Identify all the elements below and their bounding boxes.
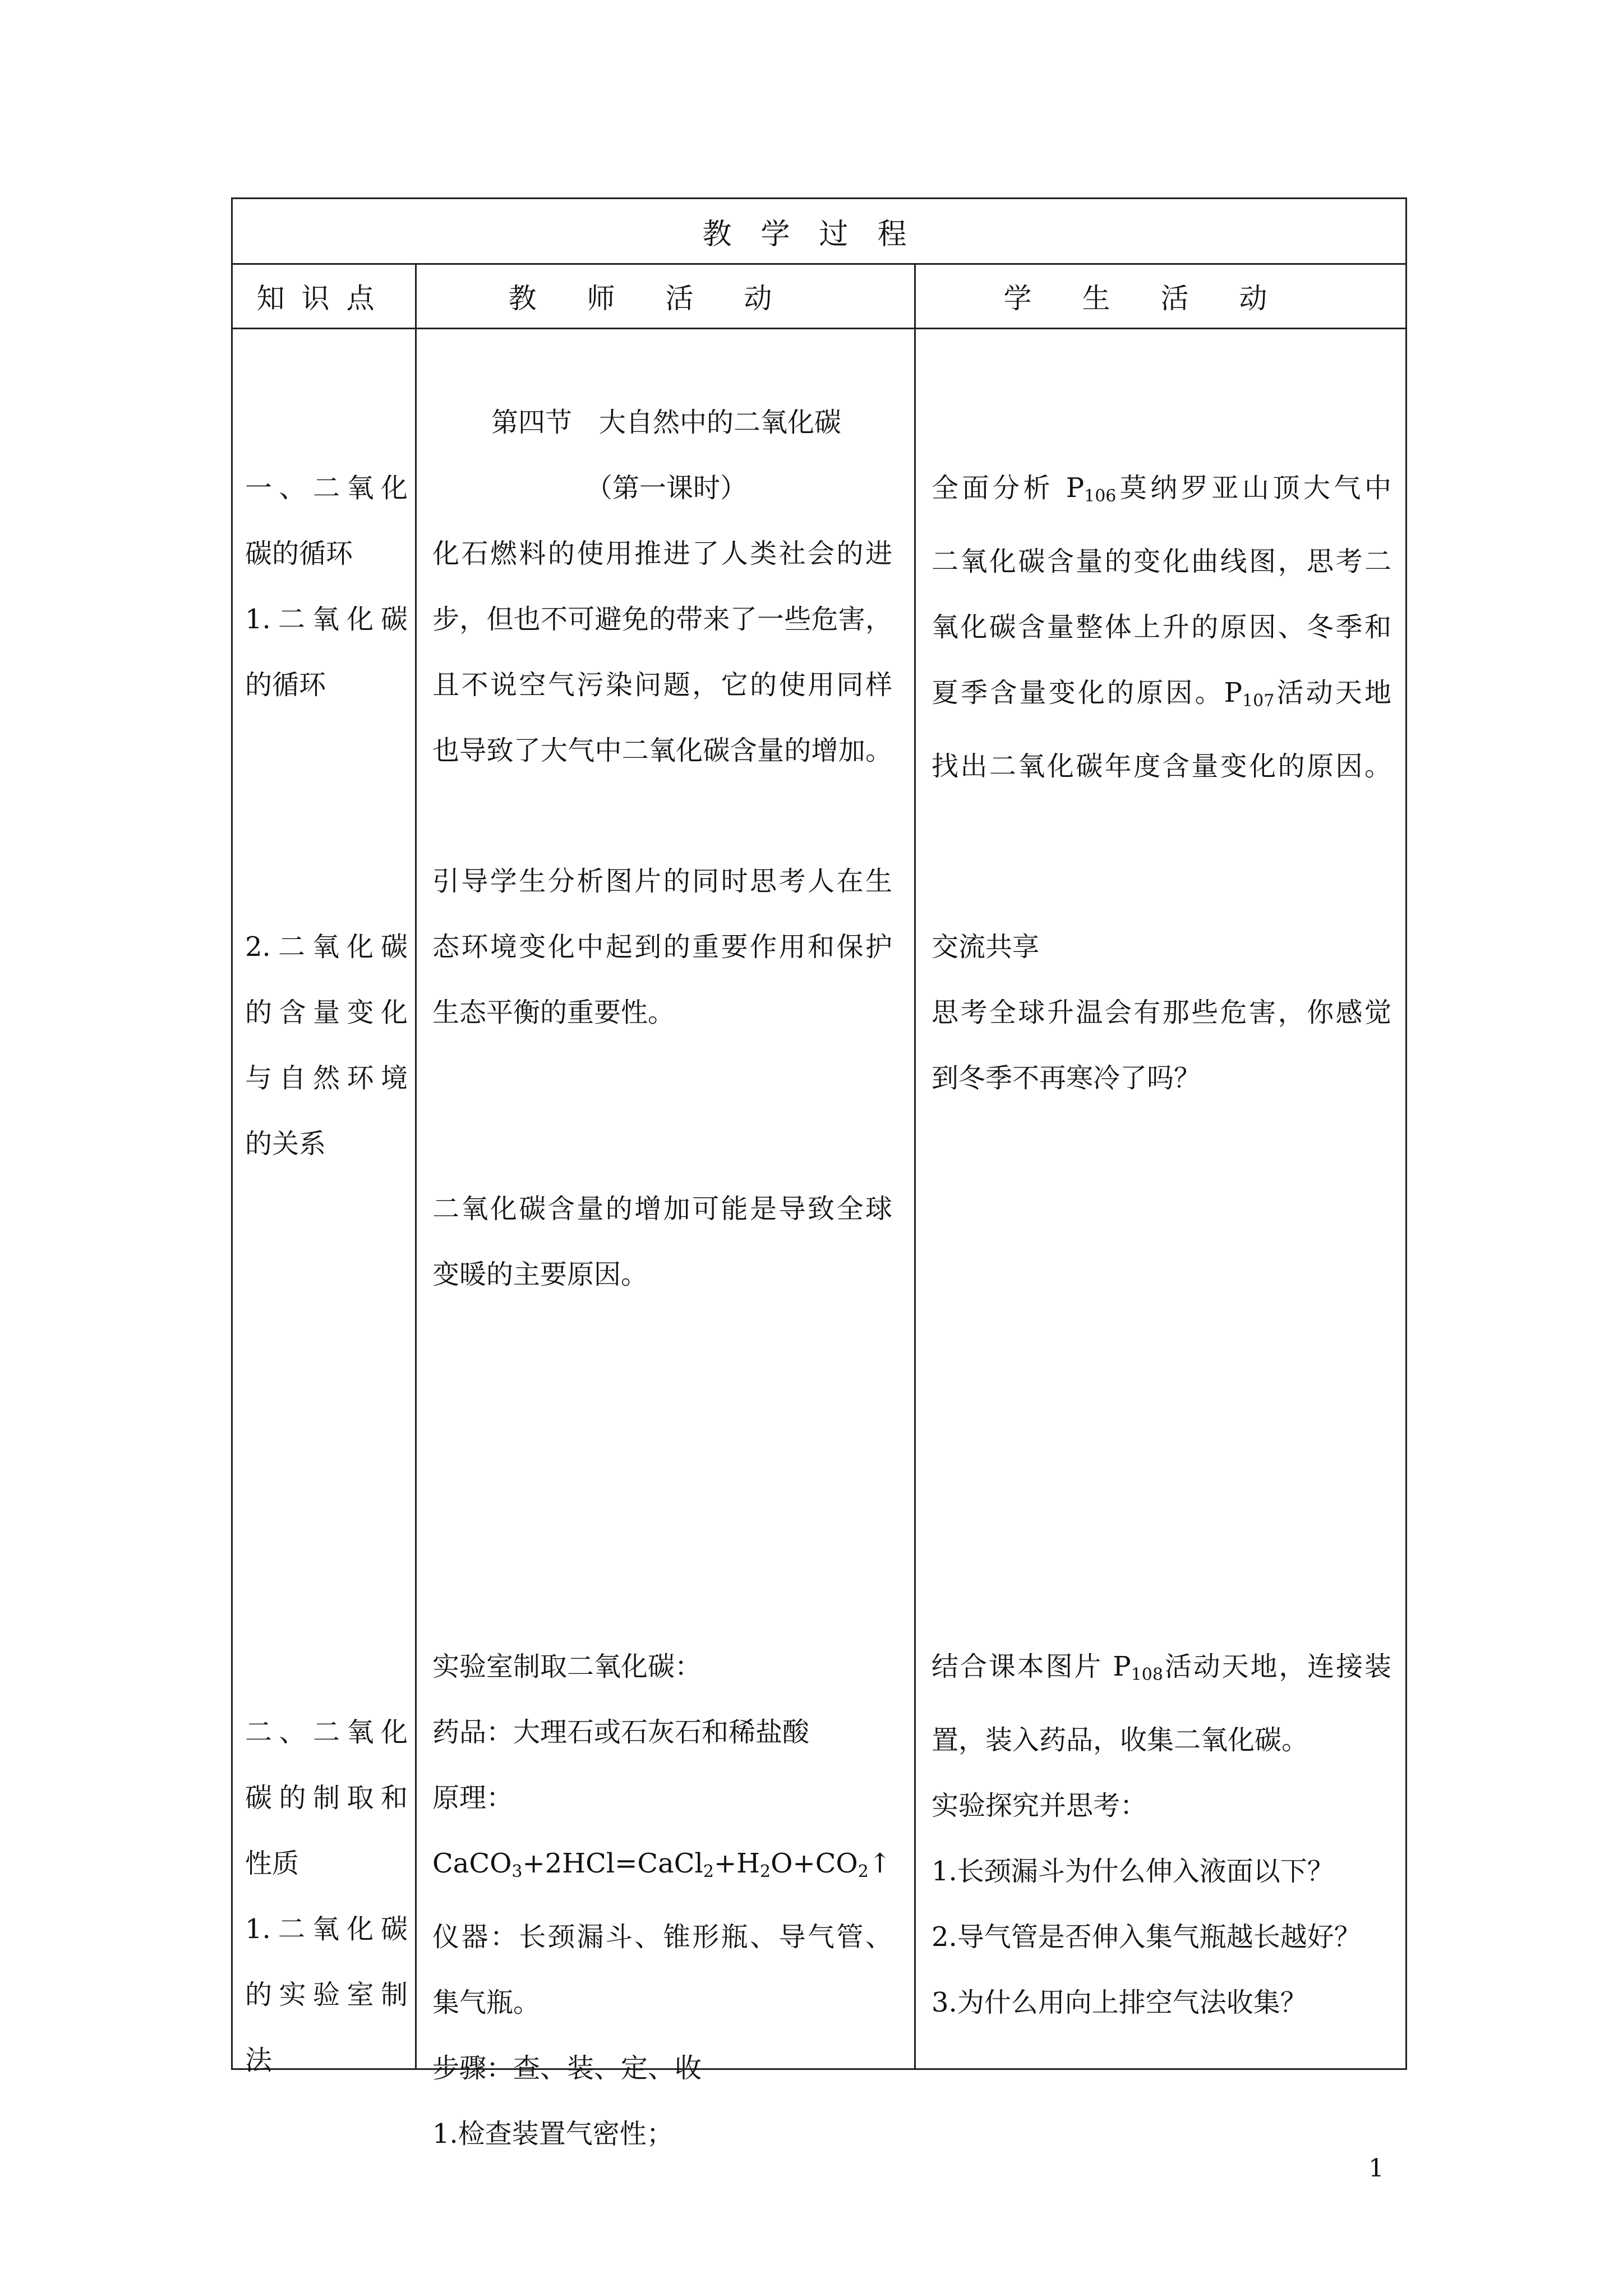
student-paragraph-1: 全面分析 $P_{106}$莫纳罗亚山顶大气中 二氧化碳含量的变化曲线图，思考二 氧化碳含量整体上升的原因、冬季和 夏季含量变化的原因。$P_{107}$活动天地 找出二氧化碳年度含量变化的原因。 (932, 472, 1391, 782)
header-student-activity: 学生活动 (915, 264, 1407, 329)
table-title: 教学过程 (232, 199, 1407, 264)
reaction-equation: 原理：$CaCO_3+2HCl=CaCl_2+H_2O+CO_2↑$ (432, 1782, 892, 1881)
header-knowledge-point: 知识点 (232, 264, 416, 329)
header-teacher-activity: 教师活动 (416, 264, 915, 329)
teacher-lab-section: 实验室制取二氧化碳： 药品：大理石或石灰石和稀盐酸 原理：$CaCO_3+2HCl=CaCl_2+H_2O+CO_2↑$ 仪器：长颈漏斗、锥形瓶、导气管、 集气瓶。 步骤：查、装、定、收 1.检查装置气密性； (432, 1651, 892, 2150)
teacher-column (416, 329, 915, 2150)
knowledge-section-2: 2.二氧化碳 的含量变化 与自然环境 的关系 (245, 931, 408, 1159)
knowledge-section-1: 一、二氧化 碳的循环 1.二氧化碳 的循环 (245, 472, 408, 701)
teacher-paragraph-2: 引导学生分析图片的同时思考人在生 态环境变化中起到的重要作用和保护 生态平衡的重要性。 (432, 866, 892, 1028)
teacher-paragraph-1: 化石燃料的使用推进了人类社会的进 步，但也不可避免的带来了一些危害， 且不说空气污染问题，它的使用同样 也导致了大气中二氧化碳含量的增加。 (432, 538, 892, 766)
page-number: 1 (1368, 2154, 1384, 2183)
gas-arrow-icon: ↑ (868, 1848, 892, 1879)
lesson-label: （第一课时） (585, 472, 747, 504)
lesson-table (231, 197, 1407, 2150)
student-paragraph-3: 结合课本图片 $P_{108}$活动天地，连接装 置，装入药品，收集二氧化碳。 实验探究并思考： 1.长颈漏斗为什么伸入液面以下？ 2.导气管是否伸入集气瓶越长越好？ 3.为什么用向上排空气法收集？ (932, 1651, 1391, 2018)
knowledge-column (232, 329, 416, 2076)
student-paragraph-2: 交流共享 思考全球升温会有那些危害，你感觉 到冬季不再寒冷了吗？ (932, 931, 1391, 1094)
knowledge-section-3: 二、二氧化 碳的制取和 性质 1.二氧化碳 的实验室制 法 (245, 1717, 408, 2076)
section-title: 第四节 大自然中的二氧化碳 (491, 407, 841, 438)
teacher-paragraph-3: 二氧化碳含量的增加可能是导致全球 变暖的主要原因。 (432, 1193, 892, 1290)
student-column (915, 329, 1407, 2069)
